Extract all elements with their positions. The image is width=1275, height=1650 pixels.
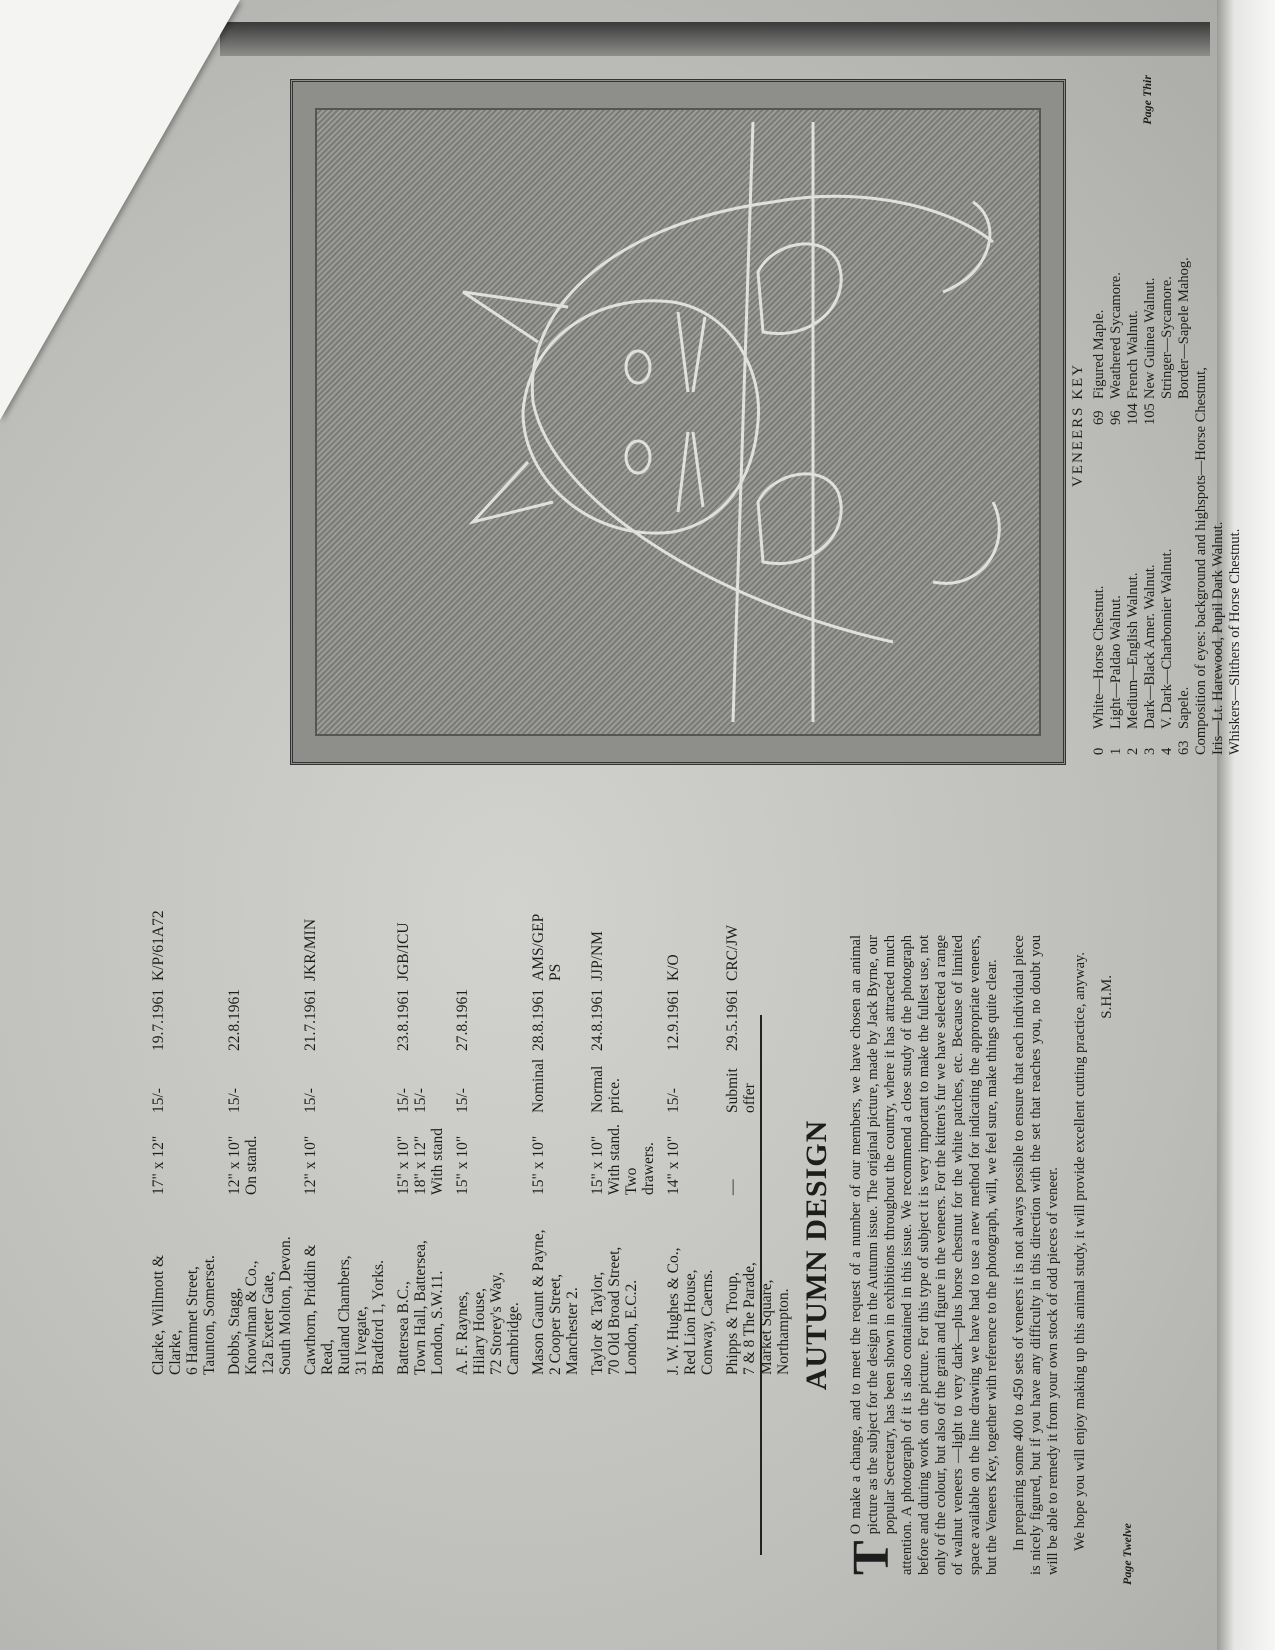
- cell-line: Clarke, Willmott &: [150, 1254, 167, 1375]
- cell-line: With stand: [429, 1128, 446, 1195]
- table-row: [589, 905, 657, 1375]
- cell-line: AMS/GEP: [530, 913, 547, 981]
- kitten-paw-left: [758, 474, 841, 564]
- cell-line: 15" x 10": [589, 1135, 606, 1195]
- cell-init: [226, 905, 294, 981]
- cell-line: With stand.: [606, 1124, 623, 1195]
- cell-line: 12.9.1961: [665, 989, 682, 1051]
- veneer-key-item: [1176, 95, 1193, 425]
- cell-name: [226, 1195, 294, 1375]
- kitten-paw-right: [758, 244, 841, 334]
- cell-line: 17" x 12": [150, 1135, 167, 1195]
- article-paragraph-2: In preparing some 400 to 450 sets of veneers it is not always possible to ensure that each individual piece is nicely figured, but if you have any difficulty in this direction with the set that reaches you, no doubt you will be able to remedy it from your own stock of odd pieces of veneer.: [1011, 935, 1061, 1575]
- veneer-description: V. Dark—Charbonnier Walnut.: [1159, 548, 1175, 729]
- cell-line: Cawthorn, Priddin &: [302, 1244, 319, 1375]
- veneers-key-left: [1091, 425, 1193, 755]
- veneer-description: French Walnut.: [1125, 310, 1141, 399]
- table-row: [150, 905, 218, 1375]
- cell-date: [724, 981, 792, 1051]
- table-row: [454, 905, 522, 1375]
- cell-line: offer: [741, 1083, 758, 1113]
- cell-size: [454, 1113, 522, 1195]
- veneer-key-item: [1125, 95, 1142, 425]
- page-number-right: Page Thir: [1140, 75, 1154, 125]
- cell-line: 7 & 8 The Parade,: [741, 1262, 758, 1375]
- entries-table: [150, 905, 800, 1375]
- cell-line: Normal: [589, 1065, 606, 1113]
- cell-line: 29.5.1961: [724, 989, 741, 1051]
- kitten-foot: [933, 502, 999, 583]
- cell-date: [150, 981, 218, 1051]
- cell-line: Town Hall, Battersea,: [412, 1240, 429, 1375]
- veneer-key-item: [1091, 95, 1108, 425]
- kitten-whiskers: [678, 312, 705, 512]
- table-row: [724, 905, 792, 1375]
- veneer-number: 105: [1142, 403, 1158, 425]
- cell-line: Manchester 2.: [564, 1287, 581, 1375]
- cell-price: [454, 1051, 522, 1113]
- cell-line: Phipps & Troup,: [724, 1272, 741, 1375]
- cell-line: Red Lion House,: [682, 1269, 699, 1375]
- right-page: [110, 55, 1243, 795]
- cell-date: [226, 981, 294, 1051]
- cell-line: 15" x 10": [530, 1135, 547, 1195]
- cell-price: [395, 1051, 446, 1113]
- cell-date: [665, 981, 716, 1051]
- veneer-description: Figured Maple.: [1091, 309, 1107, 399]
- veneer-description: Sapele.: [1176, 686, 1192, 729]
- table-row: [665, 905, 716, 1375]
- cell-init: [665, 905, 716, 981]
- rotated-page: [110, 55, 1243, 1615]
- left-page: [110, 895, 1170, 1615]
- cell-line: Hilary House,: [471, 1288, 488, 1375]
- veneer-description: Border—Sapele Mahog.: [1176, 257, 1192, 399]
- cell-line: Knowlman & Co.,: [243, 1260, 260, 1375]
- cell-line: J. W. Hughes & Co.,: [665, 1247, 682, 1375]
- cell-line: drawers.: [640, 1142, 657, 1195]
- cell-line: 15/-: [454, 1088, 471, 1113]
- cell-line: PS: [547, 963, 564, 981]
- cell-line: London, S.W.11.: [429, 1270, 446, 1375]
- cell-size: [395, 1113, 446, 1195]
- veneers-key: [1070, 95, 1244, 755]
- cell-name: [589, 1195, 657, 1375]
- cell-line: K/P/61A72: [150, 910, 167, 981]
- veneers-key-notes: [1193, 95, 1244, 755]
- veneer-number: 3: [1142, 747, 1158, 755]
- cell-line: Two: [623, 1167, 640, 1195]
- veneer-number: 104: [1125, 403, 1141, 425]
- veneer-key-item: [1108, 425, 1125, 755]
- veneer-number: 69: [1091, 410, 1107, 425]
- cell-line: Nominal: [530, 1058, 547, 1113]
- veneer-description: White—Horse Chestnut.: [1091, 585, 1107, 729]
- veneer-description: Light—Paldao Walnut.: [1108, 595, 1124, 729]
- cell-line: 12" x 10": [226, 1135, 243, 1195]
- cell-line: 14" x 10": [665, 1135, 682, 1195]
- section-divider: [760, 1015, 762, 1555]
- cell-line: 15" x 10": [454, 1135, 471, 1195]
- kitten-head: [523, 301, 759, 533]
- veneer-description: Dark—Black Amer. Walnut.: [1142, 564, 1158, 729]
- cell-date: [454, 981, 522, 1051]
- veneer-description: New Guinea Walnut.: [1142, 277, 1158, 399]
- table-row: [302, 905, 387, 1375]
- table-row: [530, 905, 581, 1375]
- veneer-number: [1159, 399, 1176, 425]
- veneer-number: 63: [1176, 740, 1192, 755]
- cell-line: K/O: [665, 954, 682, 981]
- table-row: [395, 905, 446, 1375]
- veneer-key-item: [1176, 425, 1193, 755]
- cell-date: [589, 981, 657, 1051]
- veneer-number: 96: [1108, 410, 1124, 425]
- veneer-number: 2: [1125, 747, 1141, 755]
- kitten-eye-left: [626, 441, 650, 473]
- cell-line: Bradford 1, Yorks.: [370, 1260, 387, 1375]
- cell-init: [454, 905, 522, 981]
- branch-outline: [733, 122, 813, 722]
- cell-date: [530, 981, 581, 1051]
- veneer-description: Stringer—Sycamore.: [1159, 276, 1175, 399]
- cell-line: 15/-: [150, 1088, 167, 1113]
- veneer-description: Weathered Sycamore.: [1108, 272, 1124, 399]
- table-row: [226, 905, 294, 1375]
- cell-line: 31 Ivegate,: [353, 1306, 370, 1375]
- cell-name: [302, 1195, 387, 1375]
- cell-line: Taylor & Taylor,: [589, 1271, 606, 1375]
- veneer-key-item: [1142, 425, 1159, 755]
- veneers-key-right: [1091, 95, 1193, 425]
- cell-name: [665, 1195, 716, 1375]
- cell-name: [150, 1195, 218, 1375]
- veneer-description: Medium—English Walnut.: [1125, 572, 1141, 729]
- veneers-key-columns: [1091, 95, 1193, 755]
- page-number-left: Page Twelve: [1120, 1523, 1134, 1585]
- cell-line: On stand.: [243, 1135, 260, 1195]
- cell-size: [589, 1113, 657, 1195]
- kitten-drawing: [293, 82, 1063, 762]
- cell-price: [226, 1051, 294, 1113]
- cell-line: JGB/ICU: [395, 922, 412, 981]
- scan-top-shadow: [220, 22, 1210, 56]
- cell-init: [395, 905, 446, 981]
- cell-line: 12a Exeter Gate,: [260, 1271, 277, 1375]
- cell-line: Read,: [319, 1339, 336, 1375]
- cell-line: 19.7.1961: [150, 989, 167, 1051]
- cell-init: [530, 905, 581, 981]
- cell-init: [589, 905, 657, 981]
- cell-line: 28.8.1961: [530, 989, 547, 1051]
- veneer-key-item: [1142, 95, 1159, 425]
- cell-line: A. F. Raynes,: [454, 1291, 471, 1375]
- cell-line: JJP/NM: [589, 931, 606, 981]
- drop-cap: T: [843, 1540, 900, 1575]
- article-signature: S.H.M.: [1099, 975, 1115, 1019]
- cell-price: [724, 1051, 792, 1113]
- cell-name: [724, 1195, 792, 1375]
- kitten-eye-right: [626, 351, 650, 383]
- veneer-number: [1176, 399, 1193, 425]
- cell-line: 2 Cooper Street,: [547, 1273, 564, 1375]
- cell-name: [395, 1195, 446, 1375]
- cell-line: Submit: [724, 1068, 741, 1113]
- cell-line: London, E.C.2.: [623, 1279, 640, 1375]
- veneer-key-item: [1159, 425, 1176, 755]
- cell-price: [665, 1051, 716, 1113]
- article-paragraph-1: T O make a change, and to meet the request of a number of our members, we have chosen an animal picture as the subject for the design in the Autumn issue. The original picture, made by Jack Byrne, our popular Secretary, has been shown in exhibitions throughout the country, where it has attracted much attention. A photograph of it is also contained in this issue. We recommend a close study of the photograph before and during work on the picture. For this type of subject it is very important to make the fullest use, not only of the colour, but also of the grain and figure in the veneers. For the kitten's fur we have selected a range of walnut veneers —light to very dark—plus horse chestnut for the white patches, etc. Because of limited space available on the line drawing we have had to use a new method for indicating the appropriate veneers, but the Veneers Key, together with reference to the photograph, will, we feel sure, make things quite clear.: [843, 935, 1000, 1575]
- cell-init: [302, 905, 387, 981]
- cell-line: Conway, Caerns.: [699, 1269, 716, 1375]
- cell-line: Battersea B.C.,: [395, 1281, 412, 1375]
- veneer-key-item: [1159, 95, 1176, 425]
- cell-date: [302, 981, 387, 1051]
- article-paragraph-3: We hope you will enjoy making up this animal study, it will provide excellent cutting practice, anyway.: [1072, 952, 1088, 1551]
- cell-line: 15/-: [665, 1088, 682, 1113]
- cell-line: Rutland Chambers,: [336, 1255, 353, 1375]
- cell-line: 24.8.1961: [589, 989, 606, 1051]
- cell-line: Taunton, Somerset.: [201, 1255, 218, 1375]
- cell-line: Northampton.: [775, 1288, 792, 1375]
- cell-line: 6 Hammet Street,: [184, 1266, 201, 1375]
- veneer-number: 0: [1091, 747, 1107, 755]
- cell-line: Clarke,: [167, 1329, 184, 1375]
- cell-date: [395, 981, 446, 1051]
- cell-line: CRC/JW: [724, 925, 741, 981]
- cell-price: [530, 1051, 581, 1113]
- cell-line: Market Square,: [758, 1279, 775, 1375]
- veneer-note: Whiskers—Slithers of Horse Chestnut.: [1227, 528, 1243, 755]
- cell-init: [724, 905, 792, 981]
- article-title: AUTUMN DESIGN: [800, 1119, 833, 1391]
- cell-line: 27.8.1961: [454, 989, 471, 1051]
- cell-size: [302, 1113, 387, 1195]
- cell-line: 72 Storey's Way,: [488, 1271, 505, 1375]
- cell-size: [724, 1113, 792, 1195]
- cell-line: 15/-: [302, 1088, 319, 1113]
- cell-line: JKR/MIN: [302, 918, 319, 981]
- cell-line: 70 Old Broad Street,: [606, 1246, 623, 1375]
- cell-price: [589, 1051, 657, 1113]
- cell-line: Cambridge.: [505, 1302, 522, 1375]
- cell-price: [150, 1051, 218, 1113]
- cell-name: [530, 1195, 581, 1375]
- cell-line: Dobbs, Stagg,: [226, 1287, 243, 1375]
- veneer-number: 1: [1108, 747, 1124, 755]
- cell-line: South Molton, Devon.: [277, 1236, 294, 1375]
- veneer-key-item: [1108, 95, 1125, 425]
- kitten-picture: [290, 79, 1066, 765]
- cell-line: 18" x 12": [412, 1135, 429, 1195]
- veneer-key-item: [1091, 425, 1108, 755]
- veneer-number: 4: [1159, 747, 1175, 755]
- cell-line: 15" x 10": [395, 1135, 412, 1195]
- cell-line: 21.7.1961: [302, 989, 319, 1051]
- cell-line: Mason Gaunt & Payne,: [530, 1229, 547, 1375]
- article: [800, 935, 1116, 1575]
- cell-line: 15/-: [395, 1088, 412, 1113]
- veneer-note: Composition of eyes: background and highspots—Horse Chestnut,: [1193, 367, 1209, 755]
- cell-line: 12" x 10": [302, 1135, 319, 1195]
- cell-size: [665, 1113, 716, 1195]
- veneer-note: Iris—Lt. Harewood, Pupil Dark Walnut.: [1210, 521, 1226, 755]
- cell-line: —: [724, 1179, 741, 1195]
- cell-size: [150, 1113, 218, 1195]
- cell-price: [302, 1051, 387, 1113]
- cell-line: 15/-: [226, 1088, 243, 1113]
- cell-name: [454, 1195, 522, 1375]
- veneers-key-title: VENEERS KEY: [1070, 362, 1086, 488]
- cell-line: 15/-: [412, 1088, 429, 1113]
- cell-size: [530, 1113, 581, 1195]
- veneer-key-item: [1125, 425, 1142, 755]
- cell-line: price.: [606, 1078, 623, 1113]
- cell-line: 23.8.1961: [395, 989, 412, 1051]
- page-curl-corner: [0, 0, 240, 420]
- cell-size: [226, 1113, 294, 1195]
- cell-init: [150, 905, 218, 981]
- cell-line: 22.8.1961: [226, 989, 243, 1051]
